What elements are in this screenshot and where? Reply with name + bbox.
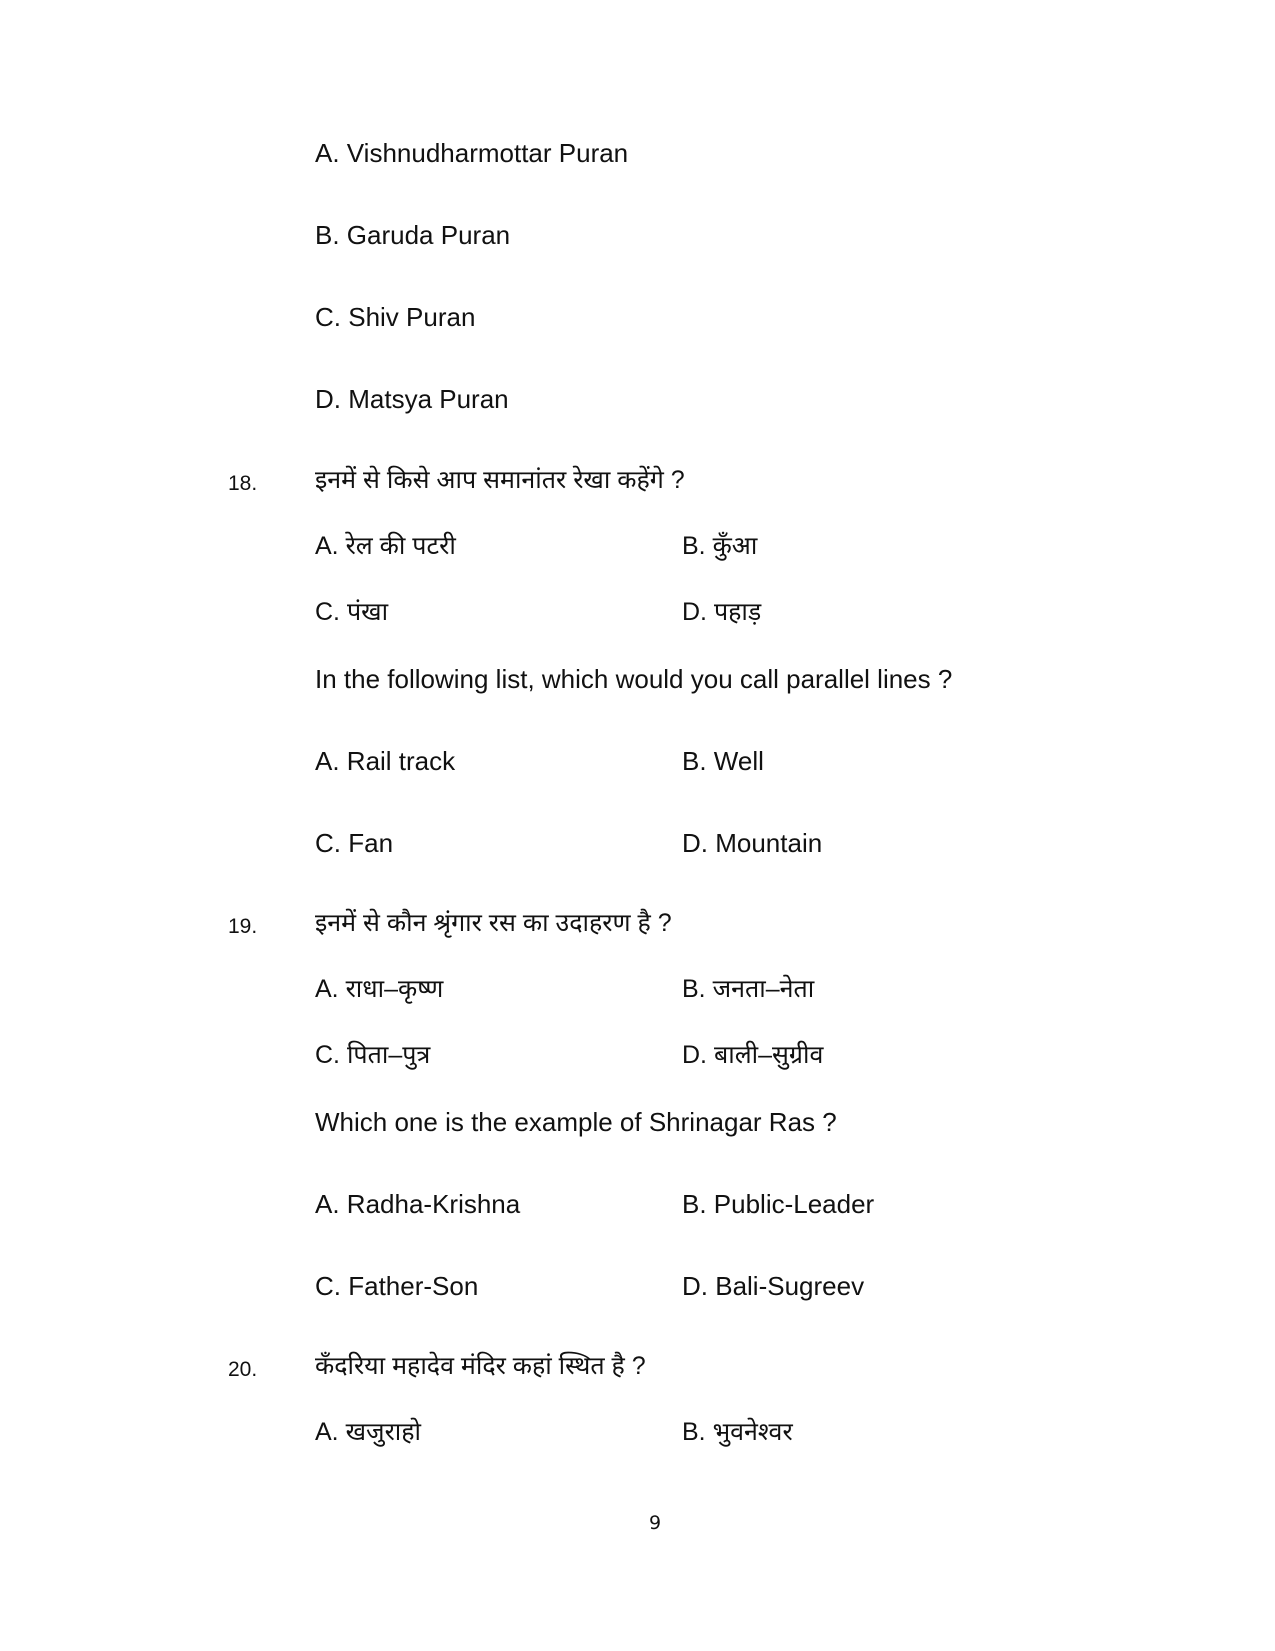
page-number: 9: [649, 1512, 662, 1534]
q17-option-d: D. Matsya Puran: [315, 384, 509, 414]
q18-question-english: In the following list, which would you call parallel lines ?: [315, 664, 953, 694]
q18-option-c-english: C. Fan: [315, 828, 394, 858]
q18-question-hindi: इनमें से किसे आप समानांतर रेखा कहेंगे ?: [315, 466, 685, 494]
q18-option-a-english: A. Rail track: [315, 746, 456, 776]
q17-option-a: A. Vishnudharmottar Puran: [315, 138, 629, 168]
q19-option-c-english: C. Father-Son: [315, 1271, 479, 1301]
q20-option-a-hindi: A. खजुराहो: [315, 1418, 422, 1446]
q18-option-b-hindi: B. कुँआ: [682, 532, 758, 560]
q18-option-a-hindi: A. रेल की पटरी: [315, 532, 456, 560]
q19-option-c-hindi: C. पिता–पुत्र: [315, 1041, 431, 1069]
q19-option-d-english: D. Bali-Sugreev: [682, 1271, 865, 1301]
q19-question-english: Which one is the example of Shrinagar Ras ?: [315, 1107, 837, 1137]
q20-option-b-hindi: B. भुवनेश्वर: [682, 1418, 793, 1446]
q18-option-d-english: D. Mountain: [682, 828, 823, 858]
q19-option-a-english: A. Radha-Krishna: [315, 1189, 521, 1219]
q19-question-hindi: इनमें से कौन श्रृंगार रस का उदाहरण है ?: [315, 909, 672, 937]
q18-option-b-english: B. Well: [682, 746, 764, 776]
q19-option-b-hindi: B. जनता–नेता: [682, 975, 815, 1003]
q19-option-d-hindi: D. बाली–सुग्रीव: [682, 1041, 824, 1069]
q18-number: 18.: [228, 472, 258, 495]
q18-option-c-hindi: C. पंखा: [315, 598, 389, 626]
q18-option-d-hindi: D. पहाड़: [682, 598, 762, 626]
q17-option-c: C. Shiv Puran: [315, 302, 476, 332]
q20-number: 20.: [228, 1358, 258, 1381]
q19-option-a-hindi: A. राधा–कृष्ण: [315, 975, 444, 1003]
q17-option-b: B. Garuda Puran: [315, 220, 511, 250]
q20-question-hindi: कँदरिया महादेव मंदिर कहां स्थित है ?: [315, 1352, 646, 1380]
q19-number: 19.: [228, 915, 258, 938]
q19-option-b-english: B. Public-Leader: [682, 1189, 875, 1219]
